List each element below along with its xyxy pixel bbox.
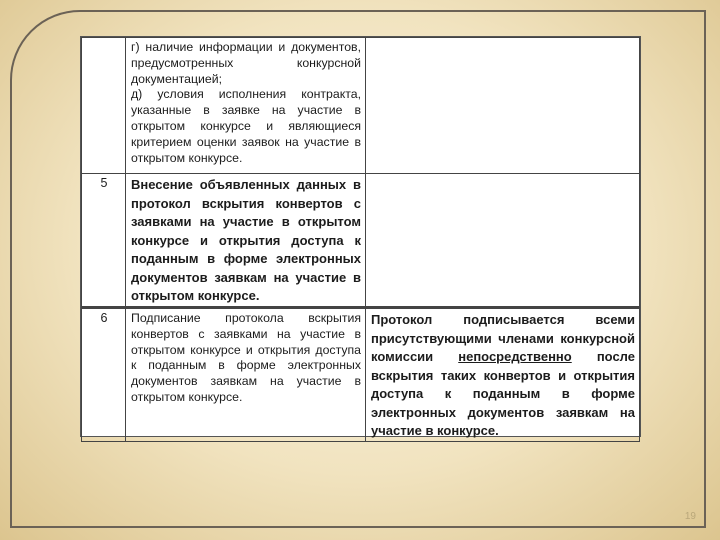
note-underlined: непосредственно [458,349,572,364]
row-number: 6 [82,308,126,442]
description-text: Внесение объявленных данных в протокол вскрытия конвертов с заявками на участие в открытом конкурсе и открытия доступа к поданным в форме электронных документов заявкам на участие в открытом конкурсе. [131,177,361,303]
description-item-d: д) условия исполнения контракта, указанные в заявке на участие в открытом конкурсе и являющиеся критерием оценки заявок на участие в открытом конкурсе. [131,87,361,165]
page-number: 19 [684,511,696,522]
row-description [126,308,366,442]
row-note [366,174,640,308]
note-before: Протокол подписывается всеми присутствующими членами конкурсной комиссии [371,312,635,364]
procedure-table [80,36,641,437]
row-description [126,174,366,308]
row-description [126,38,366,174]
description-text: Подписание протокола вскрытия конвертов с заявками на участие в открытом конкурсе и открытия доступа к поданным в форме электронных документов заявкам на участие в открытом конкурсе. [131,311,361,404]
row-number: 5 [82,174,126,308]
table-row [82,308,640,442]
description-item-g: г) наличие информации и документов, предусмотренных конкурсной документацией; [131,40,361,86]
row-number [82,38,126,174]
table-row [82,174,640,308]
note-after: после вскрытия таких конвертов и открытия доступа к поданным в форме электронных документов заявкам на участие в конкурсе. [371,349,635,438]
note-text [371,311,635,441]
row-note [366,308,640,442]
row-note [366,38,640,174]
table-row [82,38,640,174]
